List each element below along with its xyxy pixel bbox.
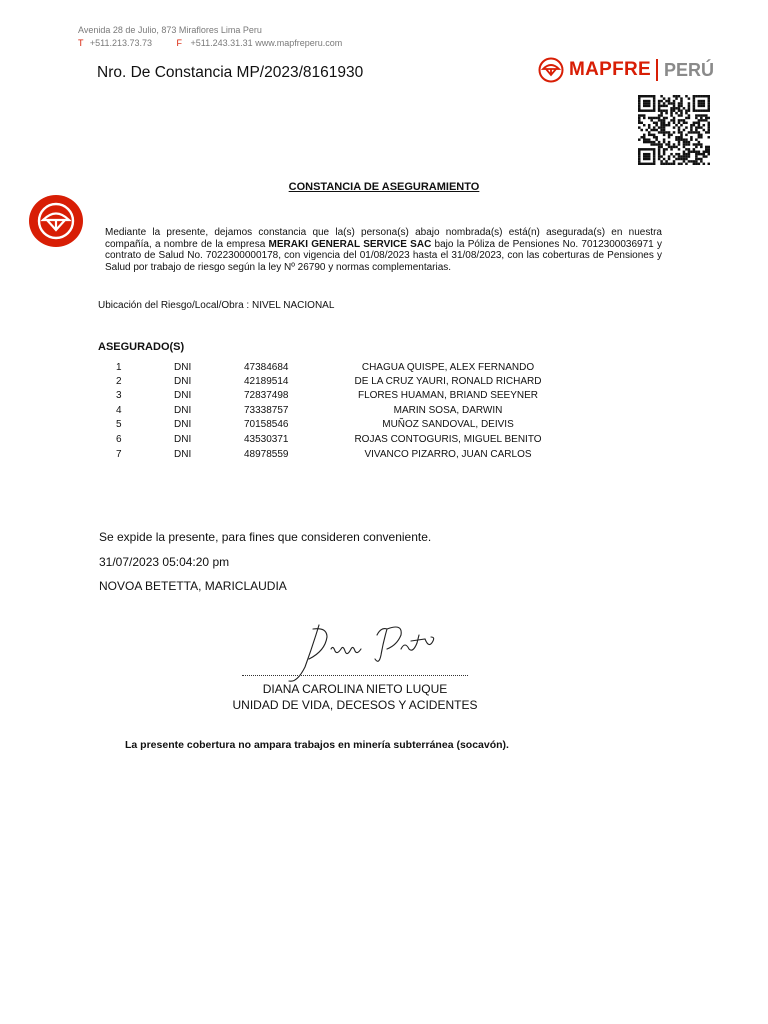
fax-prefix: F	[176, 38, 183, 48]
intro-paragraph	[105, 227, 662, 274]
row-doc-type: DNI	[174, 390, 192, 401]
risk-location: Ubicación del Riesgo/Local/Obra : NIVEL NACIONAL	[98, 300, 335, 311]
mapfre-logo	[538, 57, 714, 83]
fax-and-web: +511.243.31.31 www.mapfreperu.com	[190, 38, 343, 48]
signer-name: DIANA CAROLINA NIETO LUQUE	[262, 682, 448, 696]
row-doc-type: DNI	[174, 376, 192, 387]
handwritten-signature	[283, 615, 443, 687]
row-number: 5	[116, 419, 122, 430]
signer-unit: UNIDAD DE VIDA, DECESOS Y ACIDENTES	[232, 698, 478, 712]
row-doc-type: DNI	[174, 449, 192, 460]
row-doc-number: 73338757	[244, 405, 289, 416]
signature-line	[242, 667, 468, 676]
row-insured-name: VIVANCO PIZARRO, JUAN CARLOS	[364, 449, 532, 460]
row-number: 6	[116, 434, 122, 445]
row-doc-number: 42189514	[244, 376, 289, 387]
row-doc-number: 47384684	[244, 362, 289, 373]
row-insured-name: FLORES HUAMAN, BRIAND SEEYNER	[357, 390, 539, 401]
mapfre-emblem-icon	[538, 57, 564, 83]
row-doc-type: DNI	[174, 434, 192, 445]
row-insured-name: CHAGUA QUISPE, ALEX FERNANDO	[361, 362, 535, 373]
row-number: 2	[116, 376, 122, 387]
row-insured-name: MARIN SOSA, DARWIN	[393, 405, 503, 416]
phone-prefix: T	[78, 38, 84, 48]
insured-company: MERAKI GENERAL SERVICE SAC	[268, 238, 432, 250]
phone-number: +511.213.73.73	[89, 38, 153, 48]
company-address: Avenida 28 de Julio, 873 Miraflores Lima Peru	[78, 25, 262, 35]
intro-text-1: Mediante la presente, dejamos constancia que la(s) persona(s) abajo nombrada(s) está(n) asegurada(s) en nuestra compañía, a nombre de la empresa	[105, 227, 662, 250]
company-contact	[78, 37, 342, 50]
row-doc-number: 43530371	[244, 434, 289, 445]
row-insured-name: ROJAS CONTOGURIS, MIGUEL BENITO	[354, 434, 542, 445]
row-number: 4	[116, 405, 122, 416]
row-number: 3	[116, 390, 122, 401]
row-number: 1	[116, 362, 122, 373]
row-insured-name: MUÑOZ SANDOVAL, DEIVIS	[382, 419, 514, 430]
row-doc-number: 70158546	[244, 419, 289, 430]
document-title: CONSTANCIA DE ASEGURAMIENTO	[288, 181, 480, 193]
row-number: 7	[116, 449, 122, 460]
qr-code-icon	[638, 95, 710, 165]
issuance-statement: Se expide la presente, para fines que consideren conveniente.	[99, 530, 432, 544]
company-address-block	[78, 24, 342, 50]
row-doc-type: DNI	[174, 405, 192, 416]
issue-datetime: 31/07/2023 05:04:20 pm	[99, 555, 230, 569]
insured-section-title: ASEGURADO(S)	[98, 341, 185, 353]
intro-text-2: bajo la Póliza de Pensiones No. 7012300036971 y contrato de Salud No. 7022300000178, con vigencia del 01/08/2023 hasta el 31/08/2023, con las coberturas de Pensiones y Salud por trabajo de riesgo según la ley Nº 26790 y normas complementarias.	[105, 238, 662, 274]
logo-country: PERÚ	[664, 59, 715, 80]
mapfre-side-emblem-icon	[29, 195, 83, 247]
requester-name: NOVOA BETETTA, MARICLAUDIA	[99, 579, 287, 593]
row-insured-name: DE LA CRUZ YAURI, RONALD RICHARD	[354, 376, 542, 387]
constancia-number: Nro. De Constancia MP/2023/8161930	[97, 64, 364, 81]
coverage-exclusion-note: La presente cobertura no ampara trabajos en minería subterránea (socavón).	[125, 739, 509, 751]
row-doc-type: DNI	[174, 362, 192, 373]
row-doc-type: DNI	[174, 419, 192, 430]
logo-separator	[656, 59, 658, 81]
row-doc-number: 48978559	[244, 449, 289, 460]
row-doc-number: 72837498	[244, 390, 289, 401]
logo-brand: MAPFRE	[569, 59, 652, 80]
